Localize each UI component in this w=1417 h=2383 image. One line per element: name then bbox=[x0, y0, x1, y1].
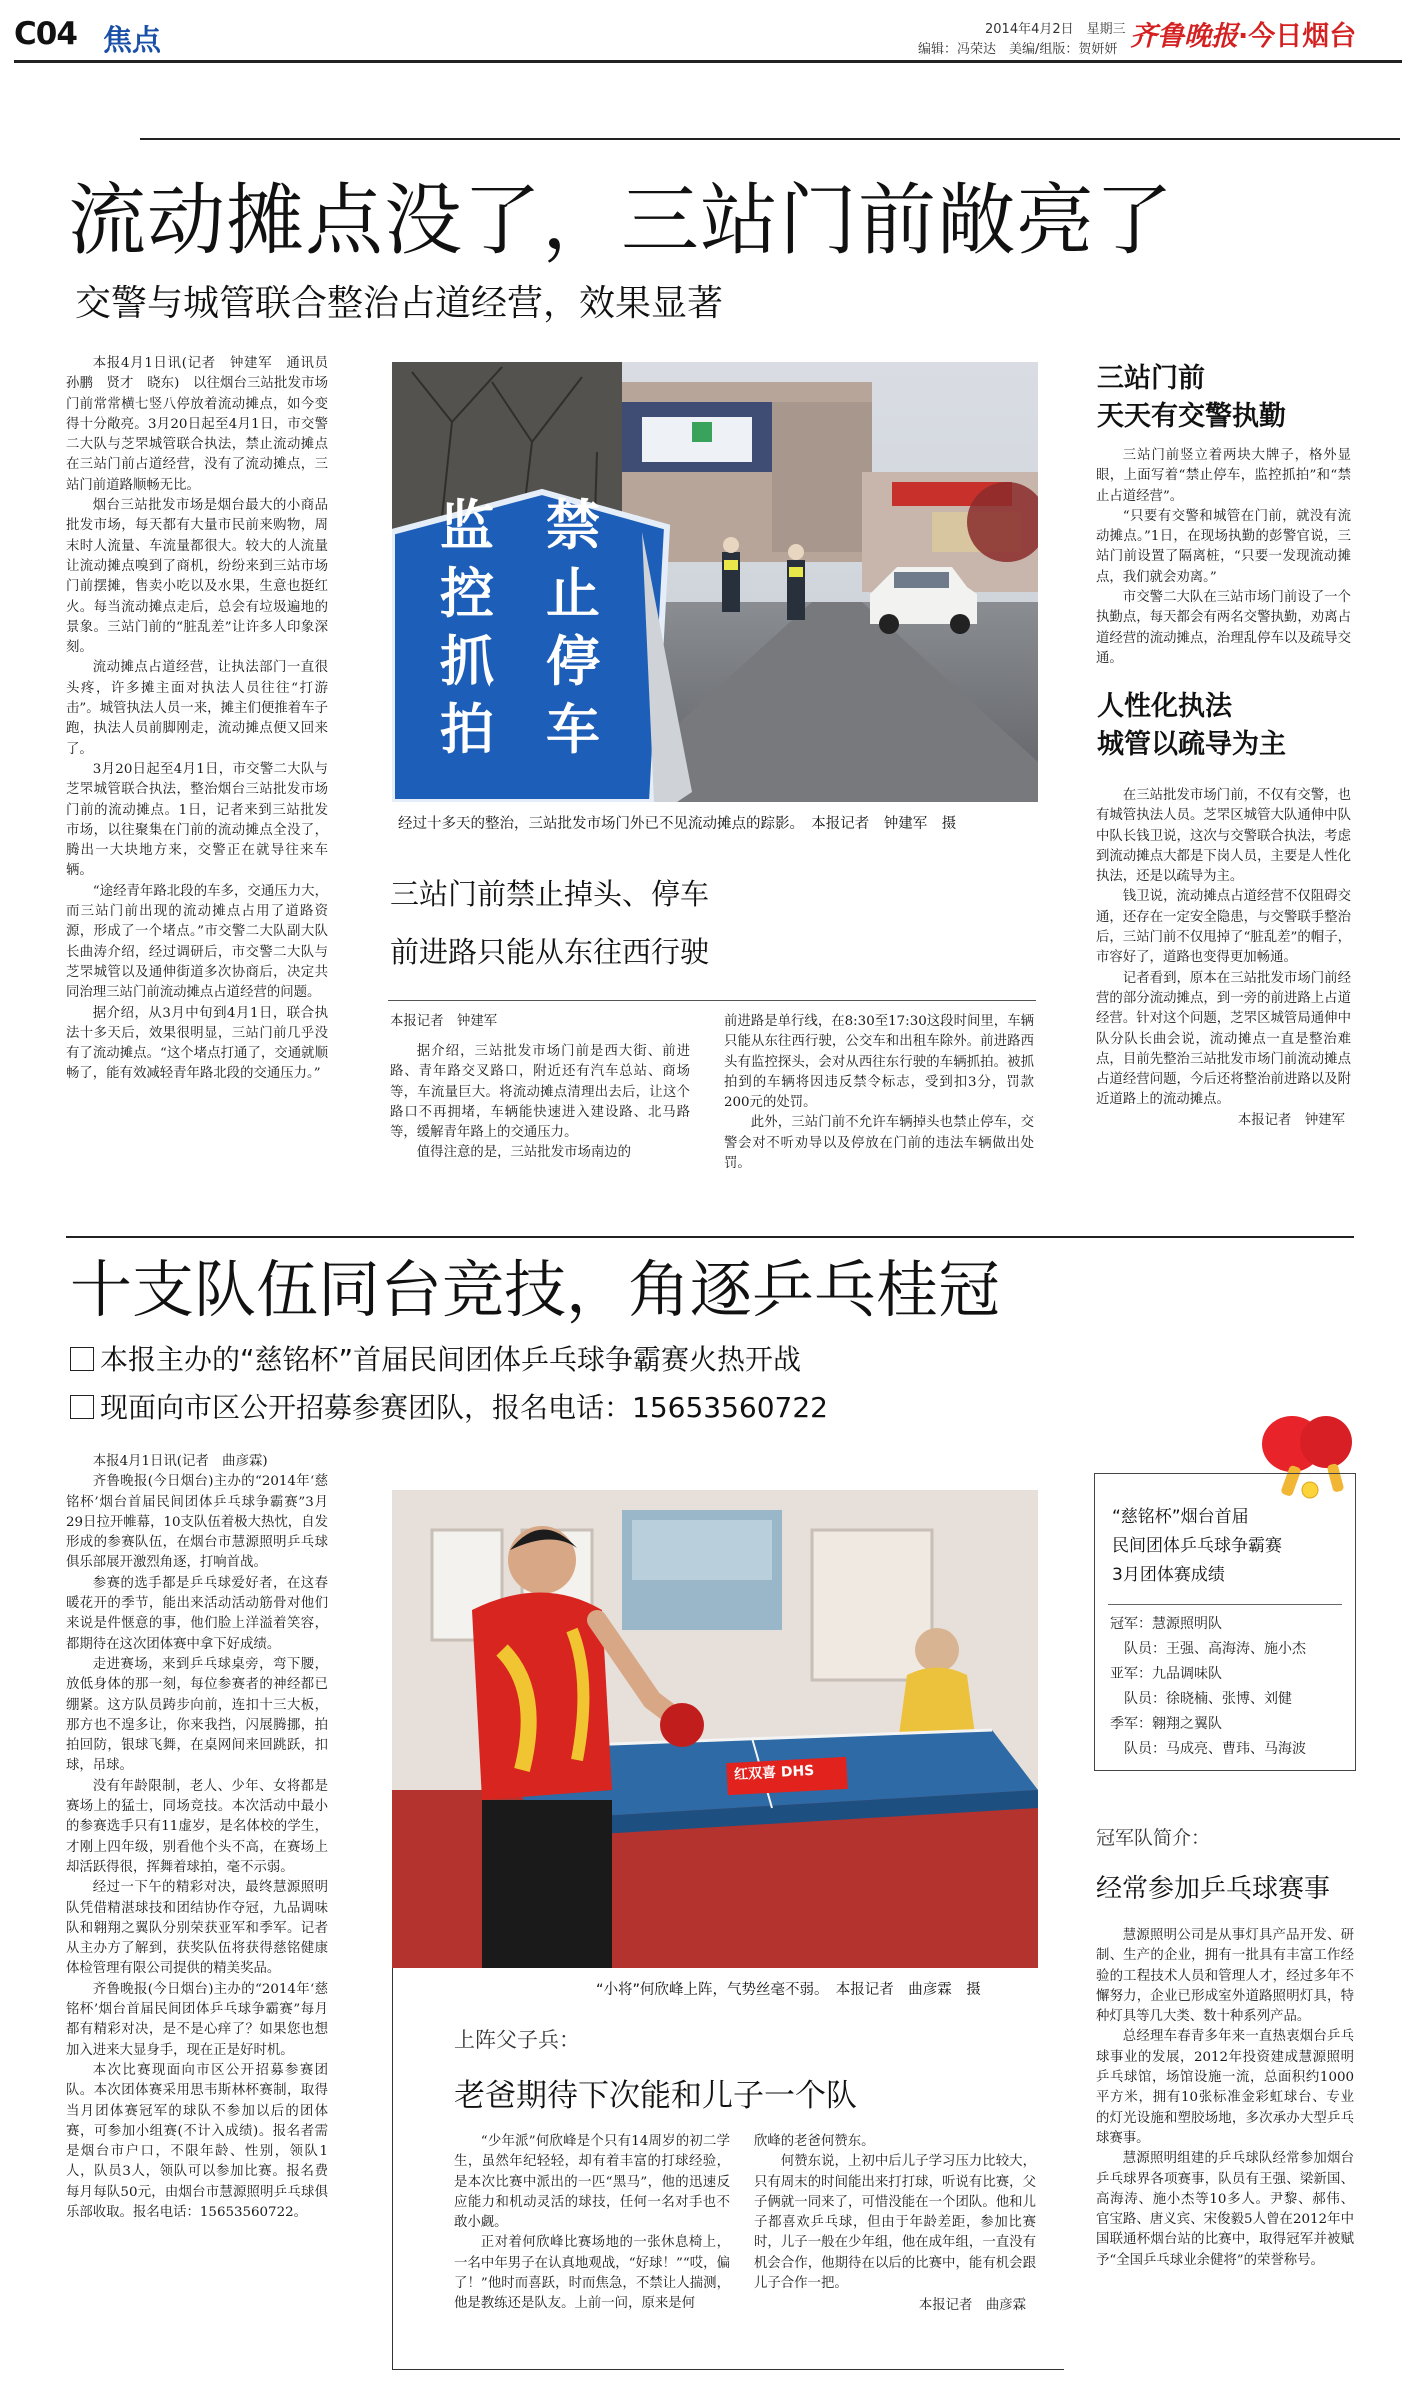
paragraph: “途经青年路北段的车多，交通压力大，而三站门前出现的流动摊点占用了道路资源，形成了一个堵点。”市交警二大队副大队长曲涛介绍，经过调研后，市交警二大队与芝罘城管以及通伸街道多次协商后，决定共同治理三站门前流动摊点占道经营的问题。 bbox=[66, 883, 328, 1001]
results-line: 队员：马成亮、曹玮、马海波 bbox=[1110, 1741, 1306, 1757]
substory-rule bbox=[388, 1000, 1036, 1001]
results-title-line: “慈铭杯”烟台首届 bbox=[1112, 1507, 1249, 1527]
story1-substory-byline: 本报记者 钟建军 bbox=[390, 1014, 498, 1029]
sign-char: 车 bbox=[546, 698, 600, 761]
sidebar2-head-line: 城管以疏导为主 bbox=[1097, 729, 1286, 760]
paragraph: 值得注意的是，三站批发市场南边的 bbox=[416, 1145, 632, 1161]
story1-headline: 流动摊点没了，三站门前敞亮了 bbox=[68, 176, 1175, 266]
paragraph: “只要有交警和城管在门前，就没有流动摊点。”1日，在现场执勤的彭警官说，三站门前设置了隔离桩，“只要一发现流动摊点，我们就会劝离。” bbox=[1096, 508, 1351, 585]
story1-substory-head-2: 前进路只能从东往西行驶 bbox=[390, 935, 710, 969]
deck-box-icon bbox=[70, 1347, 94, 1371]
page-header bbox=[0, 0, 1417, 70]
sidebar1-head-line: 三站门前 bbox=[1097, 363, 1205, 394]
issue-date: 2014年4月2日 星期三 bbox=[985, 22, 1126, 37]
champion-kicker: 冠军队简介： bbox=[1096, 1827, 1211, 1849]
story1-substory-head-1: 三站门前禁止掉头、停车 bbox=[390, 877, 710, 911]
story2-deck-2 bbox=[70, 1386, 828, 1426]
story2-deck-text: 本报主办的“慈铭杯”首届民间团体乒乓球争霸赛火热开战 bbox=[100, 1343, 802, 1376]
table-tennis-image bbox=[392, 1490, 1038, 1968]
edition-name: 今日烟台 bbox=[1248, 21, 1357, 52]
story2-deck-1 bbox=[70, 1338, 801, 1378]
paragraph: 在三站批发市场门前，不仅有交警，也有城管执法人员。芝罘区城管大队通伸中队中队长钱卫说，这次与交警联合执法，考虑到流动摊点大都是下岗人员，主要是人性化执法，还是以疏导为主。 bbox=[1096, 788, 1351, 885]
editors-credit: 编辑：冯荣达 美编/组版：贺妍妍 bbox=[918, 42, 1118, 57]
paragraph: 欣峰的老爸何赞东。 bbox=[754, 2134, 875, 2149]
paragraph: 参赛的选手都是乒乓球爱好者，在这春暖花开的季节，能出来活动活动筋骨对他们来说是件惬意的事，他们脸上洋溢着笑容，都期待在这次团体赛中拿下好成绩。 bbox=[66, 1575, 328, 1652]
champion-head: 经常参加乒乓球赛事 bbox=[1096, 1874, 1331, 1904]
sign-char: 禁 bbox=[546, 494, 600, 557]
deck-box-icon bbox=[70, 1395, 94, 1419]
results-line: 队员：王强、高海涛、施小杰 bbox=[1110, 1641, 1306, 1657]
paragraph: 慧源照明组建的乒乓球队经常参加烟台乒乓球界各项赛事，队员有王强、梁新国、高海涛、施小杰等10多人。尹黎、郝伟、官宝路、唐义宾、宋俊毅5人曾在2012年中国联通杯烟台站的比赛中，取得冠军并被赋予“全国乒乓球业余健将”的荣誉称号。 bbox=[1096, 2151, 1354, 2268]
story2-column-1 bbox=[66, 1452, 328, 2223]
paragraph: 此外，三站门前不允许车辆掉头也禁止停车，交警会对不听劝导以及停放在门前的违法车辆做出处罚。 bbox=[724, 1115, 1034, 1172]
paragraph: 本次比赛现面向市区公开招募参赛团队。本次团体赛采用思韦斯林杯赛制，取得当月团体赛冠军的球队不参加以后的团体赛，可参加小组赛(不计入成绩)。报名者需是烟台市户口，不限年龄、性别，领队1人，队员3人，领队可以参加比赛。报名费每月每队50元，由烟台市慧源照明乒乓球俱乐部收取。报名电话：15653560722。 bbox=[66, 2062, 328, 2220]
father-son-column-2 bbox=[754, 2132, 1036, 2317]
paper-name: 齐鲁晚报 bbox=[1130, 21, 1238, 52]
paragraph: 本报4月1日讯(记者 曲彦霖) bbox=[92, 1454, 268, 1469]
table-brand-label: 红双喜 DHS bbox=[733, 1762, 815, 1784]
story1-column-1 bbox=[66, 354, 342, 1085]
story-divider bbox=[66, 1236, 1354, 1238]
results-list bbox=[1110, 1612, 1306, 1762]
paragraph: 烟台三站批发市场是烟台最大的小商品批发市场，每天都有大量市民前来购物，周末时人流量、车流量都很大。较大的人流量让流动摊点嗅到了商机，纷纷来到三站市场门前摆摊，售卖小吃以及水果，生意也挺红火。每当流动摊点走后，总会有垃圾遍地的景象。三站门前的“脏乱差”让许多人印象深刻。 bbox=[66, 498, 328, 656]
results-title-line: 民间团体乒乓球争霸赛 bbox=[1112, 1536, 1282, 1556]
page-number: C04 bbox=[14, 16, 77, 52]
story1-substory-column-1 bbox=[390, 1042, 690, 1164]
sidebar2-head-line: 人性化执法 bbox=[1097, 691, 1232, 722]
father-son-kicker: 上阵父子兵： bbox=[454, 2028, 580, 2052]
results-line: 冠军：慧源照明队 bbox=[1110, 1616, 1222, 1632]
sign-char: 拍 bbox=[440, 698, 494, 761]
paragraph: 流动摊点占道经营，让执法部门一直很头疼，许多摊主面对执法人员往往“打游击”。城管执法人员一来，摊主们便推着车子跑，执法人员前脚刚走，流动摊点便又回来了。 bbox=[66, 660, 328, 757]
logo-dot: · bbox=[1238, 21, 1249, 52]
sidebar1-head-line: 天天有交警执勤 bbox=[1097, 401, 1286, 432]
paragraph: 三站门前竖立着两块大牌子，格外显眼，上面写着“禁止停车，监控抓拍”和“禁止占道经营”。 bbox=[1096, 448, 1351, 504]
paragraph: 前进路是单行线，在8:30至17:30这段时间里，车辆只能从东往西行驶，公交车和出租车除外。前进路西头有监控探头，会对从西往东行驶的车辆抓拍。被抓拍到的车辆将因违反禁令标志，受到扣3分，罚款200元的处罚。 bbox=[724, 1014, 1034, 1111]
sign-char: 监 bbox=[440, 494, 494, 557]
results-divider bbox=[1108, 1604, 1342, 1605]
paragraph: 慧源照明公司是从事灯具产品开发、研制、生产的企业，拥有一批具有丰富工作经验的工程技术人员和管理人才，经过多年不懈努力，企业已形成室外道路照明灯具，特种灯具等几大类、数十种系列产品。 bbox=[1096, 1928, 1354, 2025]
sign-text bbox=[440, 492, 640, 764]
paragraph: 总经理车春青多年来一直热衷烟台乒乓球事业的发展，2012年投资建成慧源照明乒乓球馆，场馆设施一流，总面积约1000平方米，拥有10张标准金彩虹球台、专业的灯光设施和塑胶场地，多次承办大型乒乓球赛事。 bbox=[1096, 2029, 1354, 2146]
father-son-column-1 bbox=[454, 2132, 730, 2315]
paragraph: 据介绍，三站批发市场门前是西大街、前进路、青年路交叉路口，附近还有汽车总站、商场等，车流量巨大。将流动摊点清理出去后，让这个路口不再拥堵，车辆能快速进入建设路、北马路等，缓解青年路上的交通压力。 bbox=[390, 1044, 690, 1141]
paragraph: 齐鲁晚报(今日烟台)主办的“2014年‘慈铭杯’烟台首届民间团体乒乓球争霸赛”3月29日拉开帷幕，10支队伍着极大热忱，自发形成的参赛队伍，在烟台市慧源照明乒乓球俱乐部展开激烈角逐，打响首战。 bbox=[66, 1474, 328, 1571]
results-title bbox=[1112, 1503, 1282, 1590]
story2-photo bbox=[392, 1490, 1038, 1968]
paragraph: 3月20日起至4月1日，市交警二大队与芝罘城管联合执法，整治烟台三站批发市场门前的流动摊点。1日，记者来到三站批发市场，以往聚集在门前的流动摊点全没了，腾出一大块地方来，交警正在就导往来车辆。 bbox=[66, 761, 328, 879]
paragraph: 市交警二大队在三站市场门前设了一个执勤点，每天都会有两名交警执勤，劝离占道经营的流动摊点，治理乱停车以及疏导交通。 bbox=[1096, 590, 1351, 666]
paragraph: 记者看到，原本在三站批发市场门前经营的部分流动摊点，到一旁的前进路上占道经营。针对这个问题，芝罘区城管局通伸中队分队长曲会说，流动摊点一直是整治难点，目前先整治三站批发市场门前流动摊点占道经营问题，今后还将整治前进路以及附近道路上的流动摊点。 bbox=[1096, 970, 1351, 1108]
sidebar1-head bbox=[1097, 360, 1286, 436]
paragraph: 钱卫说，流动摊点占道经营不仅阻碍交通，还存在一定安全隐患，与交警联手整治后，三站门前不仅甩掉了“脏乱差”的帽子，市容好了，道路也变得更加畅通。 bbox=[1096, 889, 1351, 966]
paragraph: “少年派”何欣峰是个只有14周岁的初二学生，虽然年纪轻轻，却有着丰富的打球经验，是本次比赛中派出的一匹“黑马”，他的迅速反应能力和机动灵活的球技，任何一名对手也不敢小觑。 bbox=[454, 2134, 730, 2231]
paragraph: 齐鲁晚报(今日烟台)主办的“2014年‘慈铭杯’烟台首届民间团体乒乓球争霸赛”每月都有精彩对决，是不是心痒了？如果您也想加入进来大显身手，现在正是好时机。 bbox=[66, 1981, 328, 2058]
story1-subheadline: 交警与城管联合整治占道经营，效果显著 bbox=[75, 283, 724, 324]
paragraph: 本报4月1日讯(记者 钟建军 通讯员 孙鹏 贤才 晓东) 以往烟台三站批发市场门前常常横七竖八停放着流动摊点，如今变得十分敞亮。3月20日起至4月1日，市交警二大队与芝罘城管联合执法，禁止流动摊点在三站门前占道经营，没有了流动摊点，三站门前道路顺畅无比。 bbox=[66, 356, 342, 493]
sign-char: 抓 bbox=[440, 630, 494, 693]
champion-body bbox=[1096, 1926, 1354, 2271]
paragraph: 没有年龄限制，老人、少年、女将都是赛场上的猛士，同场竞技。本次活动中最小的参赛选手只有11虚岁，是名体校的学生，才刚上四年级，别看他个头不高，在赛场上却活跃得很，挥舞着球拍，毫不示弱。 bbox=[66, 1778, 328, 1875]
story1-photo bbox=[392, 362, 1038, 802]
sign-char: 控 bbox=[440, 562, 494, 625]
story2-deck-text: 现面向市区公开招募参赛团队，报名电话：15653560722 bbox=[100, 1391, 828, 1424]
results-line: 亚军：九品调味队 bbox=[1110, 1666, 1222, 1682]
sidebar2-body bbox=[1096, 786, 1351, 1131]
story2-photo-caption: “小将”何欣峰上阵，气势丝毫不弱。 本报记者 曲彦霖 摄 bbox=[596, 1982, 981, 1998]
sign-char: 止 bbox=[546, 562, 600, 625]
top-divider bbox=[140, 138, 1400, 140]
paragraph: 经过一下午的精彩对决，最终慧源照明队凭借精湛球技和团结协作夺冠，九品调味队和翱翔之翼队分别荣获亚军和季军。记者从主办方了解到，获奖队伍将获得慈铭健康体检管理有限公司提供的精美奖品。 bbox=[66, 1880, 328, 1977]
father-son-byline: 本报记者 曲彦霖 bbox=[918, 2298, 1026, 2314]
father-son-head: 老爸期待下次能和儿子一个队 bbox=[454, 2078, 857, 2114]
story1-substory-column-2 bbox=[724, 1012, 1034, 1174]
results-line: 队员：徐晓楠、张博、刘健 bbox=[1110, 1691, 1292, 1707]
story2-headline: 十支队伍同台竞技，角逐乒乓桂冠 bbox=[70, 1253, 1001, 1326]
story1-photo-caption: 经过十多天的整治，三站批发市场门外已不见流动摊点的踪影。 本报记者 钟建军 摄 bbox=[398, 816, 957, 832]
sidebar2-head bbox=[1097, 688, 1286, 764]
paragraph: 走进赛场，来到乒乓球桌旁，弯下腰，放低身体的那一刻，每位参赛者的神经都已绷紧。这方队员踌步向前，连扣十三大板，那方也不遑多让，你来我挡，闪展腾挪，拍拍回防，银球飞舞，在桌网间来回跳跃，扣球，吊球。 bbox=[66, 1656, 328, 1774]
section-tag: 焦点 bbox=[103, 23, 162, 57]
results-title-line: 3月团体赛成绩 bbox=[1112, 1565, 1225, 1585]
header-rule bbox=[14, 60, 1402, 63]
results-line: 季军：翱翔之翼队 bbox=[1110, 1716, 1222, 1732]
paragraph: 据介绍，从3月中旬到4月1日，联合执法十多天后，效果很明显，三站门前几乎没有了流动摊点。“这个堵点打通了，交通就顺畅了，能有效减轻青年路北段的交通压力。” bbox=[66, 1005, 328, 1082]
sidebar1-body bbox=[1096, 446, 1351, 669]
sidebar2-byline: 本报记者 钟建军 bbox=[1237, 1112, 1345, 1128]
sign-char: 停 bbox=[546, 630, 600, 693]
paragraph: 正对着何欣峰比赛场地的一张休息椅上，一名中年男子在认真地观战，“好球！”“哎，偏了！”他时而喜跃，时而焦急，不禁让人揣测，他是教练还是队友。上前一问，原来是何 bbox=[454, 2235, 730, 2312]
paragraph: 何赞东说，上初中后儿子学习压力比较大，只有周末的时间能出来打打球，听说有比赛，父子俩就一同来了，可惜没能在一个团队。他和儿子都喜欢乒乓球，但由于年龄差距，参加比赛时，儿子一般在少年组，他在成年组，一直没有机会合作，他期待在以后的比赛中，能有机会跟儿子合作一把。 bbox=[754, 2154, 1036, 2292]
paper-logo bbox=[1130, 14, 1356, 53]
